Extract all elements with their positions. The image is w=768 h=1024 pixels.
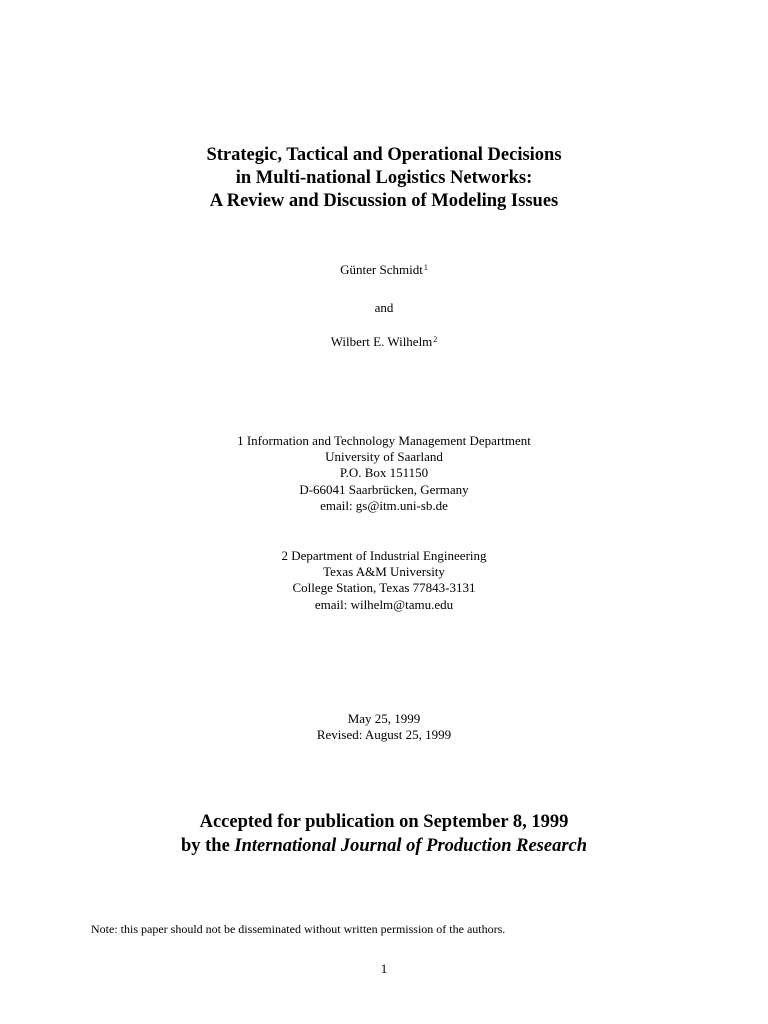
affiliation-2-email: email: wilhelm@tamu.edu (314, 596, 454, 612)
paper-dates (0, 711, 768, 743)
journal-prefix: by the (180, 836, 235, 856)
affiliation-2-city: College Station, Texas 77843-3131 (292, 580, 476, 596)
affiliation-2-university: Texas A&M University (323, 564, 445, 580)
affiliation-1-city: D-66041 Saarbrücken, Germany (299, 481, 469, 497)
affiliation-2-department: 2 Department of Industrial Engineering (281, 548, 487, 563)
affiliation-1-university: University of Saarland (325, 449, 443, 465)
affiliation-1-po-box: P.O. Box 151150 (339, 465, 429, 481)
journal-line (0, 834, 768, 858)
author-2-footnote-mark: 2 (433, 335, 438, 344)
author-2-name: Wilbert E. Wilhelm (330, 334, 433, 349)
title-line-3: A Review and Discussion of Modeling Issues (209, 191, 559, 211)
acceptance-line: Accepted for publication on September 8, 1999 (199, 812, 569, 832)
title-line-2: in Multi-national Logistics Networks: (235, 168, 533, 188)
dissemination-note: Note: this paper should not be disseminated without written permission of the authors. (91, 922, 506, 936)
affiliation-1-email: email: gs@itm.uni-sb.de (320, 497, 448, 513)
title-line-1: Strategic, Tactical and Operational Decisions (206, 145, 562, 165)
affiliation-2 (0, 548, 768, 613)
author-1 (0, 262, 768, 278)
page-number: 1 (380, 961, 388, 976)
acceptance-notice (0, 810, 768, 858)
author-1-footnote-mark: 1 (423, 263, 428, 272)
author-2 (0, 334, 768, 350)
journal-name: International Journal of Production Research (234, 836, 588, 856)
author-conjunction: and (374, 300, 394, 315)
affiliation-1 (0, 433, 768, 514)
author-1-name: Günter Schmidt (340, 262, 423, 277)
revision-date: Revised: August 25, 1999 (316, 727, 452, 743)
affiliation-1-department: 1 Information and Technology Management Department (237, 433, 531, 448)
paper-title (0, 144, 768, 213)
submission-date: May 25, 1999 (347, 711, 421, 726)
